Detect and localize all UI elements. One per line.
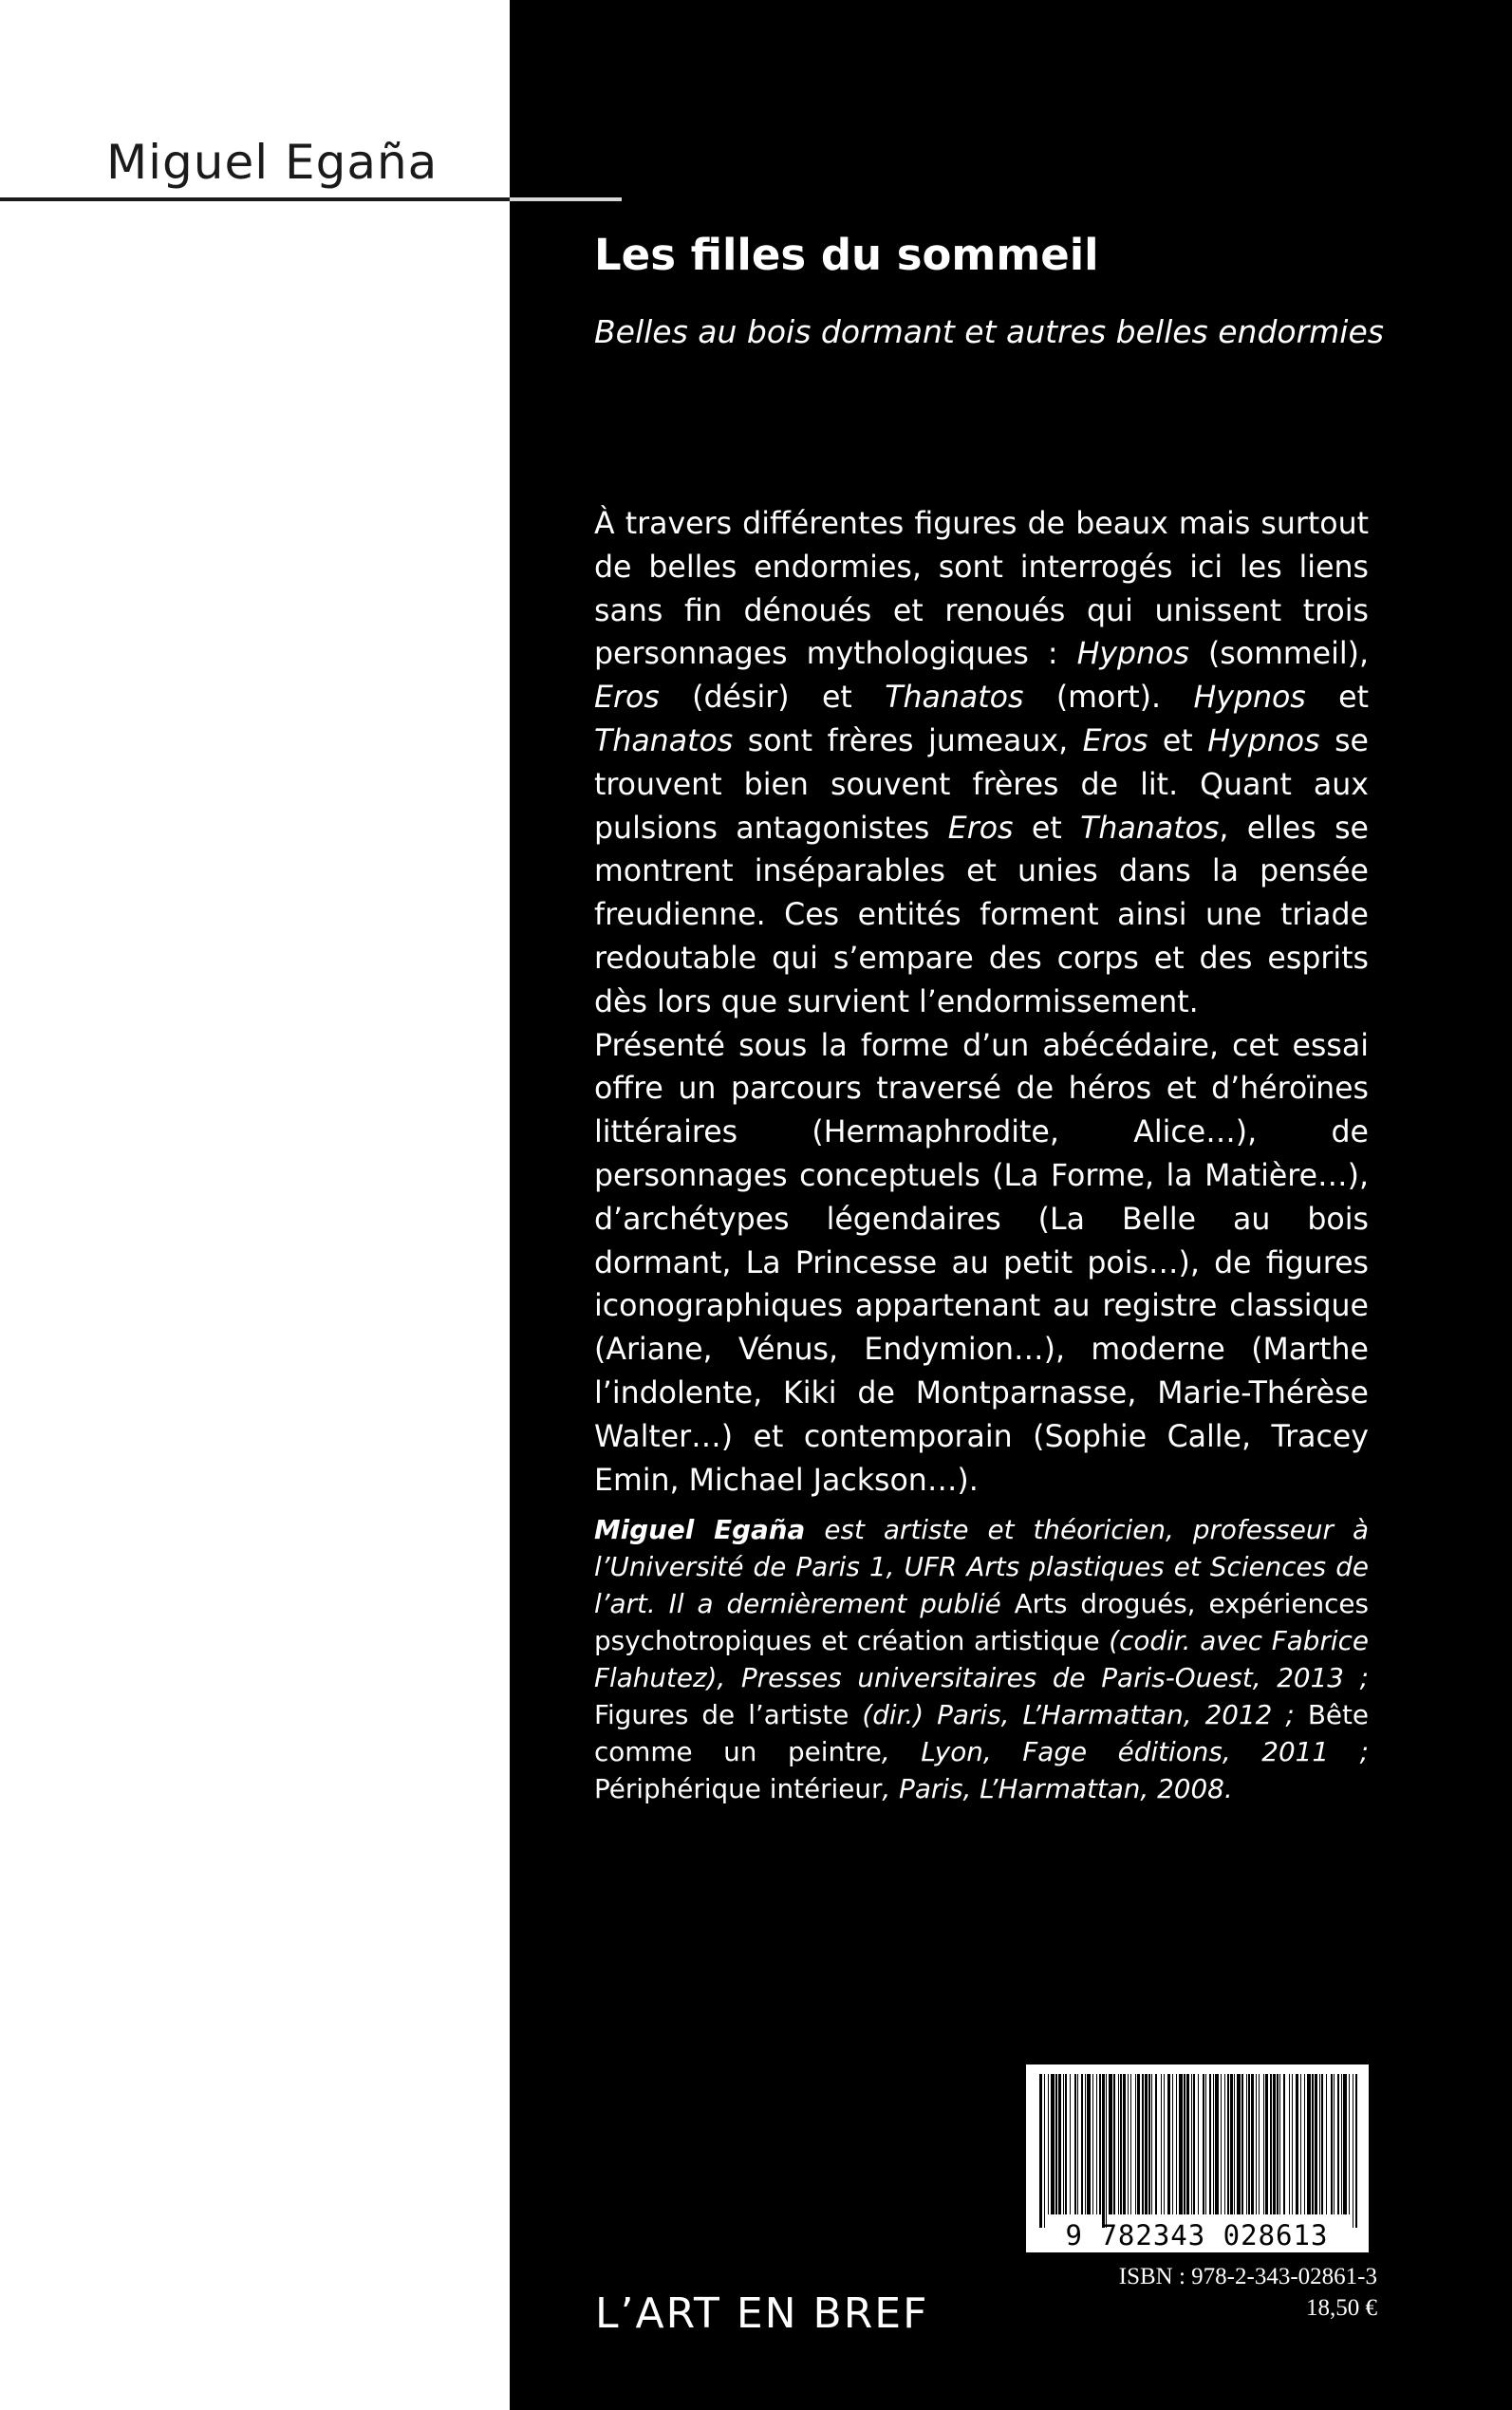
barcode-bar — [1224, 2074, 1225, 2214]
barcode-bar — [1279, 2074, 1280, 2214]
blurb-run: (mort). — [1023, 681, 1194, 716]
blurb-run: , elles se montrent inséparables et unies dans la pensée freudienne. Ces entités forment ainsi une triade redoutable qui s’empare des corps et des esprits dès lors que survient l’endormissement. — [594, 811, 1369, 1019]
barcode-bar — [1355, 2074, 1357, 2228]
barcode-bar — [1074, 2074, 1076, 2214]
blurb-run: Eros — [594, 681, 660, 716]
barcode-bar — [1334, 2074, 1335, 2214]
blurb-paragraph-2: Présenté sous la forme d’un abécédaire, cet essai offre un parcours traversé de héros et d’héroïnes littéraires (Hermaphrodite, Alice…), de personnages conceptuels (La Forme, la Matière…), d’archétypes légendaires (La Belle au bois dormant, La Princesse au petit pois…), de figures iconographiques appartenant au registre classique (Ariane, Vénus, Endymion…), moderne (Marthe l’indolente, Kiki de Montparnasse, Marie-Thérèse Walter…) et contemporain (Sophie Calle, Tracey Emin, Michael Jackson…). — [594, 1028, 1369, 1498]
barcode-bar — [1296, 2074, 1298, 2214]
barcode-bar — [1058, 2074, 1061, 2214]
barcode-bar — [1164, 2074, 1165, 2214]
barcode-bar — [1256, 2074, 1257, 2214]
barcode-bar — [1186, 2074, 1189, 2214]
barcode-bar — [1070, 2074, 1071, 2214]
bio-run: Périphérique intérieur — [594, 1773, 883, 1804]
barcode-bar — [1048, 2074, 1049, 2214]
barcode-bar — [1265, 2074, 1268, 2214]
bio-run: est artiste et théoricien, professeur à l’Université de Paris 1, UFR Arts plastiques et Sciences de l’art. Il a dernièrement publié — [594, 1514, 1370, 1619]
barcode-bar — [1326, 2074, 1327, 2214]
barcode-bar — [1221, 2074, 1222, 2214]
book-title: Les filles du sommeil — [594, 230, 1099, 280]
barcode-bar — [1113, 2074, 1115, 2214]
barcode-bar — [1137, 2074, 1140, 2214]
barcode-bar — [1198, 2074, 1199, 2214]
barcode-bar — [1215, 2074, 1219, 2214]
barcode-bar — [1230, 2074, 1233, 2214]
barcode-bar — [1307, 2074, 1311, 2214]
barcode-bar — [1349, 2074, 1350, 2214]
barcode-bar — [1241, 2074, 1243, 2214]
blurb-run: Thanatos — [885, 681, 1024, 716]
barcode-bar — [1193, 2074, 1195, 2214]
blurb-run: et — [1013, 811, 1081, 846]
barcode-bar — [1085, 2074, 1086, 2214]
barcode-bar — [1161, 2074, 1162, 2214]
barcode-bar — [1065, 2074, 1067, 2214]
barcode-bar — [1289, 2074, 1290, 2214]
barcode-bar — [1277, 2074, 1279, 2214]
author-bio — [594, 1511, 1369, 1807]
barcode-bar — [1096, 2074, 1097, 2214]
barcode-bar — [1213, 2074, 1214, 2214]
barcode-bar — [1315, 2074, 1317, 2214]
barcode-bar — [1248, 2074, 1250, 2214]
barcode-bar — [1039, 2074, 1042, 2228]
barcode-bar — [1135, 2074, 1136, 2214]
barcode-bar — [1102, 2074, 1105, 2228]
barcode-bar — [1167, 2074, 1170, 2214]
barcode-bar — [1092, 2074, 1093, 2214]
barcode-bar — [1099, 2074, 1101, 2214]
barcode-bar — [1179, 2074, 1183, 2214]
barcode-bar — [1051, 2074, 1055, 2214]
blurb-run: (sommeil), — [1188, 637, 1369, 672]
barcode-bar — [1148, 2074, 1150, 2214]
barcode-bar — [1283, 2074, 1285, 2214]
barcode-bar — [1312, 2074, 1314, 2214]
book-subtitle: Belles au bois dormant et autres belles endormies — [594, 313, 1384, 350]
barcode-bar — [1120, 2074, 1122, 2214]
barcode-graphic — [1026, 2064, 1369, 2252]
barcode-bar — [1203, 2074, 1204, 2214]
bio-run: Arts drogués, expériences psychotropiques et création artistique — [594, 1588, 1369, 1656]
barcode-bar — [1270, 2074, 1272, 2214]
collection-name: L’ART EN BREF — [595, 2289, 929, 2338]
barcode-bar — [1300, 2074, 1301, 2214]
barcode-bar — [1234, 2074, 1235, 2214]
blurb-run: À travers différentes figures de beaux mais surtout de belles endormies, sont interrogés ici les liens sans fin dénoués et renoués qui unissent trois personnages mythologiques : — [594, 507, 1369, 672]
barcode-bar — [1205, 2074, 1206, 2214]
bio-run: (codir. avec Fabrice Flahutez), Presses universitaires de Paris-Ouest, 2013 ; — [594, 1625, 1369, 1693]
barcode-bar — [1251, 2074, 1254, 2214]
author-name: Miguel Egaña — [106, 135, 439, 190]
blurb-run: Hypnos — [1193, 681, 1306, 716]
barcode-bar — [1155, 2074, 1157, 2214]
bio-run: , Lyon, Fage éditions, 2011 ; — [881, 1736, 1369, 1767]
barcode-bar — [1077, 2074, 1078, 2214]
barcode-bar — [1321, 2074, 1323, 2214]
barcode-bar — [1176, 2074, 1177, 2214]
barcode-bar — [1259, 2074, 1260, 2214]
blurb-run: (désir) et — [659, 681, 886, 716]
author-underline-extension — [510, 197, 622, 201]
author-underline — [0, 197, 510, 201]
blurb-run: se trouvent bien souvent frères de lit. Quant aux pulsions antagonistes — [594, 723, 1369, 846]
barcode-bar — [1191, 2074, 1192, 2214]
bio-run: , Paris, L’Harmattan, 2008. — [882, 1773, 1233, 1804]
barcode-bar — [1292, 2074, 1293, 2214]
price: 18,50 € — [1306, 2295, 1377, 2321]
barcode-bar — [1319, 2074, 1320, 2214]
barcode-bar — [1055, 2074, 1057, 2214]
blurb-run: Eros — [947, 811, 1014, 846]
barcode-bar — [1343, 2074, 1347, 2214]
barcode-bar — [1172, 2074, 1173, 2214]
blurb-run: Thanatos — [594, 723, 734, 758]
barcode-bar — [1109, 2074, 1112, 2214]
barcode-bar — [1128, 2074, 1129, 2214]
blurb-run: Thanatos — [1080, 811, 1220, 846]
barcode-bar — [1087, 2074, 1091, 2214]
bio-run: (dir.) Paris, L’Harmattan, 2012 ; — [849, 1699, 1308, 1730]
blurb-run: Hypnos — [1207, 723, 1320, 758]
barcode-digits: 9 782343 028613 — [1065, 2219, 1329, 2251]
barcode-bar — [1304, 2074, 1305, 2214]
cover-left-panel — [0, 0, 510, 2410]
isbn-number: ISBN : 978-2-343-02861-3 — [1118, 2264, 1377, 2289]
blurb-run: Hypnos — [1076, 637, 1189, 672]
blurb-run: et — [1148, 723, 1208, 758]
barcode-bar — [1063, 2074, 1064, 2214]
barcode-bar — [1123, 2074, 1126, 2214]
barcode-bar — [1081, 2074, 1083, 2214]
barcode-bar — [1209, 2074, 1211, 2214]
barcode-bar — [1341, 2074, 1342, 2214]
barcode-bar — [1130, 2074, 1131, 2214]
barcode-bar — [1263, 2074, 1264, 2214]
barcode-bar — [1145, 2074, 1148, 2214]
barcode-bar — [1151, 2074, 1152, 2214]
barcode-bar — [1337, 2074, 1339, 2214]
blurb-run: Eros — [1082, 723, 1148, 758]
blurb-run: et — [1305, 681, 1370, 716]
barcode-bar — [1118, 2074, 1119, 2214]
blurb-run: sont frères jumeaux, — [733, 723, 1083, 758]
bio-run: Bête comme un peintre — [594, 1699, 1369, 1767]
author-bio-paragraph — [594, 1511, 1369, 1807]
barcode-bar — [1273, 2074, 1276, 2214]
barcode-bar — [1331, 2074, 1333, 2214]
barcode-bar — [1044, 2074, 1045, 2228]
barcode — [1026, 2064, 1369, 2252]
barcode-bar — [1142, 2074, 1144, 2214]
barcode-bar — [1246, 2074, 1247, 2214]
barcode-bar — [1106, 2074, 1107, 2228]
barcode-bar — [1227, 2074, 1229, 2214]
barcode-bar — [1184, 2074, 1185, 2214]
book-blurb — [594, 503, 1369, 1503]
bio-run: Figures de l’artiste — [594, 1699, 849, 1730]
barcode-bar — [1237, 2074, 1241, 2214]
bio-run: Miguel Egaña — [594, 1514, 806, 1545]
blurb-paragraph-1 — [594, 503, 1369, 1025]
